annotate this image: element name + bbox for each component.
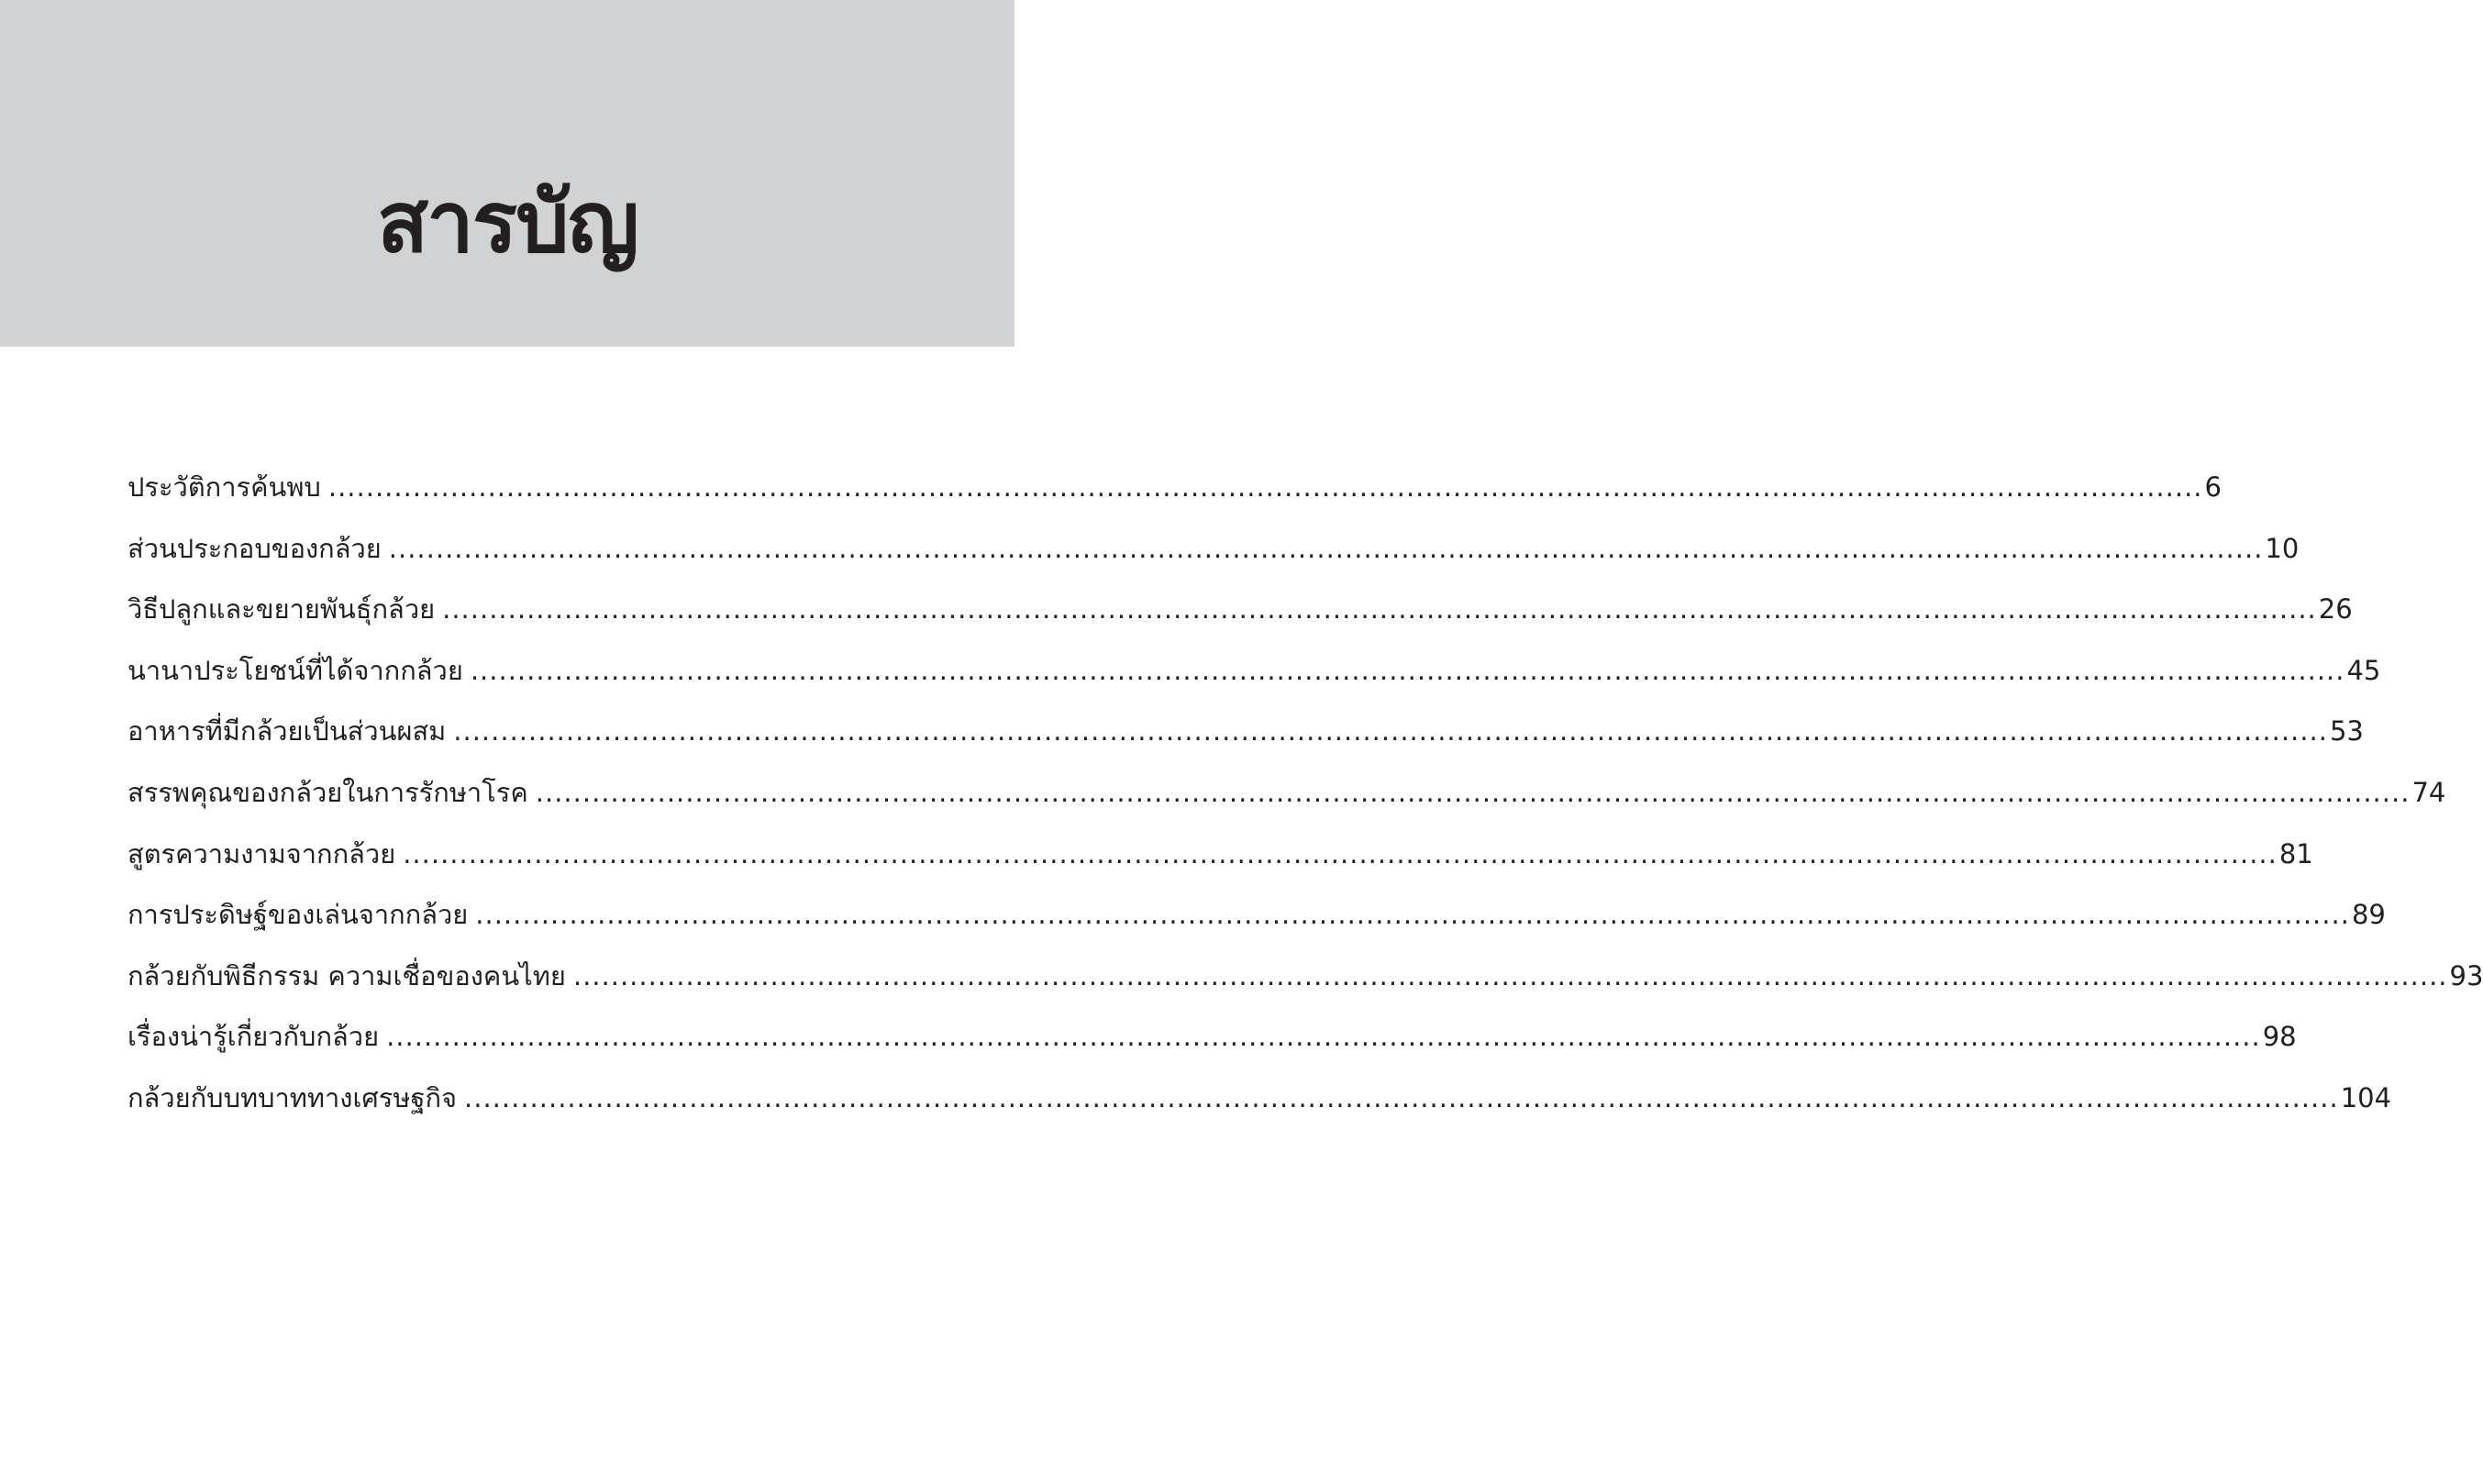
toc-entry-title: สูตรความงามจากกล้วย: [127, 837, 396, 869]
dot-leader: ........................................................................................................................................................................................................: [572, 959, 2448, 991]
dot-leader: ........................................................................................................................................................................................................: [464, 1081, 2339, 1113]
toc-entry-title: การประดิษฐ์ของเล่นจากกล้วย: [127, 899, 469, 931]
toc-entry-page-number: 74: [2411, 776, 2446, 808]
dot-leader: ........................................................................................................................................................................................................: [442, 593, 2317, 626]
toc-entry[interactable]: [127, 518, 2300, 580]
toc-entry-title: อาหารที่มีกล้วยเป็นส่วนผสม: [127, 715, 447, 748]
dot-leader: ........................................................................................................................................................................................................: [327, 471, 2203, 503]
dot-leader: ........................................................................................................................................................................................................: [403, 837, 2278, 869]
toc-entry-title: ส่วนประกอบของกล้วย: [127, 532, 382, 564]
toc-entry-title: สรรพคุณของกล้วยในการรักษาโรค: [127, 776, 528, 808]
toc-entry[interactable]: [127, 1006, 2297, 1068]
toc-entry-title: เรื่องน่ารู้เกี่ยวกับกล้วย: [127, 1021, 380, 1053]
toc-entry-page-number: 6: [2204, 471, 2222, 503]
toc-entry-page-number: 81: [2278, 837, 2313, 869]
toc-entry-title: วิธีปลูกและขยายพันธุ์กล้วย: [127, 593, 436, 626]
toc-entry[interactable]: [127, 1068, 2392, 1129]
toc-entry[interactable]: [127, 946, 2483, 1007]
dot-leader: ........................................................................................................................................................................................................: [475, 899, 2350, 931]
toc-entry-page-number: 26: [2318, 593, 2353, 626]
toc-entry[interactable]: [127, 824, 2313, 885]
toc-entry-page-number: 89: [2351, 899, 2386, 931]
toc-entry-page-number: 45: [2346, 654, 2381, 686]
toc-entry[interactable]: [127, 762, 2446, 824]
dot-leader: ........................................................................................................................................................................................................: [453, 715, 2328, 748]
toc-entry[interactable]: [127, 457, 2222, 518]
toc-entry-page-number: 98: [2262, 1021, 2297, 1053]
toc-entry-page-number: 53: [2329, 715, 2364, 748]
toc-entry[interactable]: [127, 579, 2353, 640]
toc-entry-title: นานาประโยชน์ที่ได้จากกล้วย: [127, 654, 463, 686]
toc-entry[interactable]: [127, 701, 2364, 762]
toc-entry-page-number: 10: [2265, 532, 2300, 564]
toc-entry-title: กล้วยกับบทบาททางเศรษฐกิจ: [127, 1081, 458, 1113]
dot-leader: ........................................................................................................................................................................................................: [470, 654, 2345, 686]
dot-leader: ........................................................................................................................................................................................................: [386, 1021, 2261, 1053]
toc-entry-title: กล้วยกับพิธีกรรม ความเชื่อของคนไทย: [127, 959, 566, 991]
dot-leader: ........................................................................................................................................................................................................: [388, 532, 2264, 564]
table-of-contents: [127, 457, 2483, 1129]
toc-entry-page-number: 93: [2449, 959, 2483, 991]
toc-entry-page-number: 104: [2340, 1081, 2392, 1113]
page-title: สารบัญ: [376, 173, 637, 271]
toc-entry[interactable]: [127, 884, 2386, 946]
toc-entry[interactable]: [127, 640, 2381, 702]
dot-leader: ........................................................................................................................................................................................................: [535, 776, 2411, 808]
toc-entry-title: ประวัติการค้นพบ: [127, 471, 321, 503]
